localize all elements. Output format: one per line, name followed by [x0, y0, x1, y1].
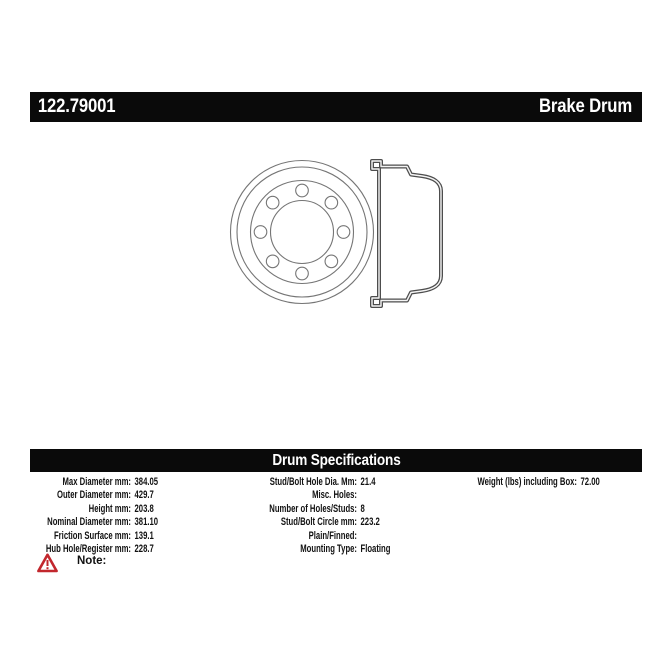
- spec-value: 203.8: [134, 502, 154, 515]
- spec-column-weight: [458, 476, 600, 489]
- spec-section-title: Drum Specifications: [271, 451, 401, 469]
- spec-label: Max Diameter mm:: [62, 476, 132, 488]
- bolt-holes: [254, 184, 350, 280]
- spec-label: Mounting Type:: [300, 542, 357, 555]
- spec-value: 223.2: [360, 516, 380, 529]
- spec-row: [238, 503, 390, 516]
- part-number: 122.79001: [37, 96, 116, 117]
- header-bar: [30, 92, 642, 122]
- note-label: Note:: [77, 555, 107, 567]
- spec-label: Friction Surface mm:: [53, 529, 132, 542]
- spec-row: [238, 476, 390, 489]
- spec-row: [12, 530, 158, 543]
- spec-value: 72.00: [580, 476, 600, 488]
- brake-drum-front-view: [231, 161, 374, 304]
- spec-row: [458, 476, 600, 489]
- spec-column-dimensions: [12, 476, 158, 556]
- spec-row: [238, 530, 390, 543]
- spec-label: Hub Hole/Register mm:: [45, 542, 131, 555]
- spec-label: Stud/Bolt Circle mm:: [280, 516, 357, 529]
- brake-drum-cross-section: [372, 161, 441, 306]
- spec-value: Floating: [360, 542, 391, 555]
- spec-label: Weight (lbs) including Box:: [477, 476, 577, 488]
- spec-label: Stud/Bolt Hole Dia. Mm:: [269, 476, 357, 488]
- spec-value: 228.7: [134, 542, 154, 555]
- spec-column-studs: [238, 476, 390, 556]
- spec-value: 21.4: [360, 476, 376, 488]
- product-title: Brake Drum: [539, 96, 633, 117]
- spec-value: 384.05: [134, 476, 159, 488]
- spec-label: Number of Holes/Studs:: [269, 502, 357, 515]
- spec-row: [238, 489, 390, 502]
- spec-row: [12, 489, 158, 502]
- spec-value: 8: [360, 502, 365, 515]
- spec-label: Plain/Finned:: [308, 529, 357, 542]
- spec-value: 429.7: [134, 489, 154, 502]
- spec-label: Misc. Holes:: [312, 489, 357, 502]
- spec-label: Outer Diameter mm:: [56, 489, 131, 502]
- spec-row: [12, 503, 158, 516]
- spec-row: [12, 476, 158, 489]
- spec-row: [238, 516, 390, 529]
- spec-section-header: [30, 449, 642, 472]
- technical-drawing: [222, 148, 452, 314]
- warning-triangle-icon: [37, 553, 58, 573]
- spec-label: Nominal Diameter mm:: [47, 516, 131, 529]
- spec-row: [238, 543, 390, 556]
- spec-label: Height mm:: [88, 502, 131, 515]
- spec-value: 139.1: [134, 529, 154, 542]
- spec-value: 381.10: [134, 516, 159, 529]
- spec-row: [12, 516, 158, 529]
